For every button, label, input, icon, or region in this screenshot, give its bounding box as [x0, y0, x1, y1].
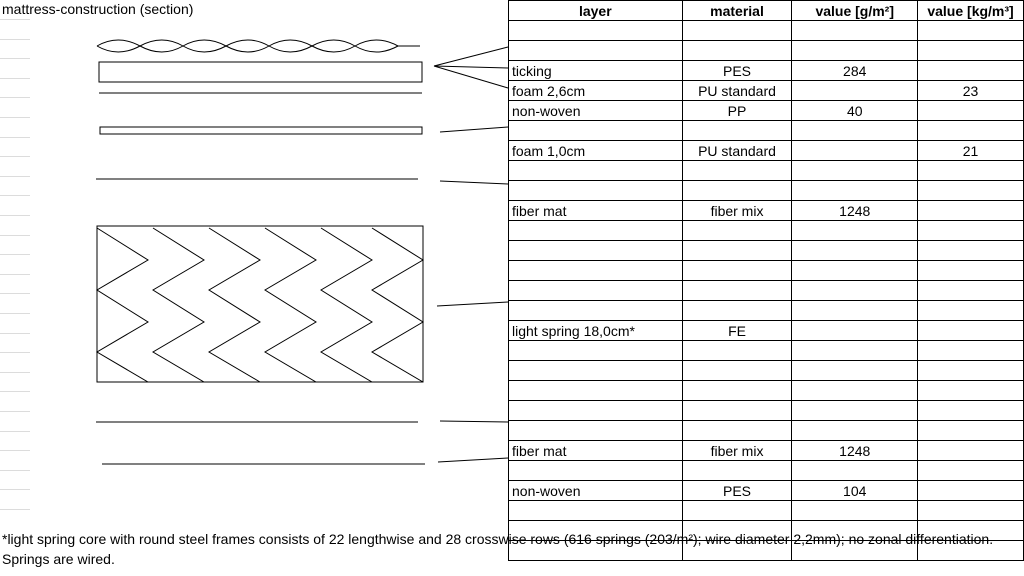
- cell-value-kgm3: [918, 161, 1024, 181]
- cell-value-gm2: 284: [792, 61, 918, 81]
- cell-material: FE: [682, 321, 792, 341]
- cell-layer: [509, 461, 683, 481]
- foam-10-layer: [100, 127, 422, 134]
- cell-value-gm2: [792, 121, 918, 141]
- cell-value-kgm3: [918, 61, 1024, 81]
- cell-value-gm2: [792, 501, 918, 521]
- leader-fiber-mat-top: [440, 181, 508, 184]
- table-row: [509, 481, 1024, 501]
- header-layer: layer: [509, 1, 683, 21]
- cell-value-gm2: [792, 261, 918, 281]
- table-row: [509, 421, 1024, 441]
- cell-value-kgm3: [918, 461, 1024, 481]
- cell-value-gm2: [792, 341, 918, 361]
- table-header-row: [509, 1, 1024, 21]
- leader-foam-10: [440, 127, 508, 132]
- layer-table: [508, 0, 1024, 561]
- cell-layer: non-woven: [509, 481, 683, 501]
- cell-value-kgm3: [918, 361, 1024, 381]
- table-row: [509, 181, 1024, 201]
- cell-value-kgm3: [918, 341, 1024, 361]
- cell-material: PU standard: [682, 141, 792, 161]
- cell-material: fiber mix: [682, 201, 792, 221]
- cell-layer: [509, 381, 683, 401]
- cell-value-kgm3: [918, 501, 1024, 521]
- cell-value-kgm3: [918, 381, 1024, 401]
- sheet-gridline: [0, 235, 30, 236]
- sheet-gridline: [0, 176, 30, 177]
- table-row: [509, 41, 1024, 61]
- cell-value-kgm3: [918, 441, 1024, 461]
- cell-layer: [509, 161, 683, 181]
- table-row: [509, 301, 1024, 321]
- sheet-gridline: [0, 333, 30, 334]
- cell-layer: [509, 121, 683, 141]
- leader-spring-core: [437, 302, 508, 306]
- cell-layer: foam 1,0cm: [509, 141, 683, 161]
- cell-layer: [509, 501, 683, 521]
- cell-material: [682, 501, 792, 521]
- cell-value-gm2: [792, 401, 918, 421]
- cell-layer: [509, 401, 683, 421]
- cell-value-gm2: 104: [792, 481, 918, 501]
- cell-value-gm2: [792, 461, 918, 481]
- cell-value-gm2: [792, 161, 918, 181]
- cell-value-kgm3: [918, 321, 1024, 341]
- sheet-gridline: [0, 450, 30, 451]
- sheet-gridline: [0, 274, 30, 275]
- sheet-gridline: [0, 293, 30, 294]
- cell-material: PP: [682, 101, 792, 121]
- sheet-gridline: [0, 195, 30, 196]
- cell-material: [682, 121, 792, 141]
- cell-layer: [509, 221, 683, 241]
- cell-material: [682, 161, 792, 181]
- table-row: [509, 221, 1024, 241]
- sheet-gridline: [0, 254, 30, 255]
- table-row: [509, 21, 1024, 41]
- table-row: [509, 501, 1024, 521]
- cell-material: PES: [682, 61, 792, 81]
- cell-value-kgm3: 21: [918, 141, 1024, 161]
- cell-layer: [509, 181, 683, 201]
- cell-layer: [509, 41, 683, 61]
- cell-value-kgm3: [918, 241, 1024, 261]
- leader-foam-26: [434, 66, 508, 68]
- table-row: [509, 441, 1024, 461]
- cell-material: PES: [682, 481, 792, 501]
- table-row: [509, 121, 1024, 141]
- cell-material: [682, 21, 792, 41]
- cell-material: [682, 241, 792, 261]
- leader-ticking: [434, 47, 508, 66]
- cell-material: [682, 301, 792, 321]
- cell-value-kgm3: [918, 21, 1024, 41]
- cell-value-gm2: [792, 421, 918, 441]
- cell-layer: [509, 301, 683, 321]
- sheet-gridline: [0, 431, 30, 432]
- sheet-gridline: [0, 313, 30, 314]
- cell-value-kgm3: [918, 221, 1024, 241]
- cell-value-gm2: [792, 241, 918, 261]
- cell-value-gm2: 1248: [792, 441, 918, 461]
- cell-value-gm2: [792, 141, 918, 161]
- cell-value-gm2: [792, 381, 918, 401]
- footnote: *light spring core with round steel frames consists of 22 lengthwise and 28 crosswise rows (616 springs (203/m²); wire diameter 2,2mm); no zonal differentiation. Springs are wired.: [2, 531, 994, 567]
- cell-value-kgm3: [918, 121, 1024, 141]
- sheet-gridline: [0, 489, 30, 490]
- cell-layer: [509, 341, 683, 361]
- foam-26-layer: [99, 62, 422, 82]
- table-row: [509, 461, 1024, 481]
- leader-non-woven-pp: [434, 66, 508, 88]
- spring-core-frame: [97, 226, 423, 382]
- cell-value-gm2: [792, 321, 918, 341]
- spring-zigzag: [97, 228, 423, 382]
- cell-value-kgm3: [918, 41, 1024, 61]
- table-row: [509, 401, 1024, 421]
- table-row: [509, 341, 1024, 361]
- table-row: [509, 201, 1024, 221]
- cell-layer: fiber mat: [509, 441, 683, 461]
- cell-value-gm2: [792, 361, 918, 381]
- sheet-gridline: [0, 137, 30, 138]
- cell-layer: foam 2,6cm: [509, 81, 683, 101]
- sheet-gridline: [0, 78, 30, 79]
- cell-layer: fiber mat: [509, 201, 683, 221]
- table-row: [509, 241, 1024, 261]
- sheet-gridline: [0, 411, 30, 412]
- cell-layer: ticking: [509, 61, 683, 81]
- cell-value-kgm3: [918, 261, 1024, 281]
- cell-value-kgm3: [918, 101, 1024, 121]
- cell-material: [682, 281, 792, 301]
- table-row: [509, 161, 1024, 181]
- table-row: [509, 361, 1024, 381]
- cell-material: [682, 461, 792, 481]
- sheet-gridline: [0, 352, 30, 353]
- page-title: mattress-construction (section): [2, 1, 194, 17]
- cell-material: [682, 341, 792, 361]
- cell-layer: non-woven: [509, 101, 683, 121]
- sheet-gridline: [0, 372, 30, 373]
- leader-fiber-mat-bottom: [440, 421, 508, 422]
- cell-value-kgm3: [918, 421, 1024, 441]
- cell-value-gm2: [792, 181, 918, 201]
- leader-non-woven-pes: [438, 458, 508, 462]
- cell-layer: [509, 421, 683, 441]
- ticking-wave: [97, 40, 420, 52]
- cell-value-gm2: 40: [792, 101, 918, 121]
- cell-value-kgm3: 23: [918, 81, 1024, 101]
- cell-layer: [509, 281, 683, 301]
- cell-layer: [509, 261, 683, 281]
- header-value-kgm3: value [kg/m³]: [918, 1, 1024, 21]
- table-row: [509, 381, 1024, 401]
- cell-value-gm2: [792, 301, 918, 321]
- sheet-gridline: [0, 470, 30, 471]
- sheet-gridline: [0, 97, 30, 98]
- cell-layer: [509, 21, 683, 41]
- table-row: [509, 261, 1024, 281]
- sheet-gridline: [0, 215, 30, 216]
- cell-material: [682, 181, 792, 201]
- sheet-gridline: [0, 509, 30, 510]
- cell-material: [682, 401, 792, 421]
- sheet-gridline: [0, 39, 30, 40]
- mattress-section-drawing: [0, 0, 510, 530]
- table-row: [509, 281, 1024, 301]
- table-row: [509, 321, 1024, 341]
- header-material: material: [682, 1, 792, 21]
- sheet-gridline: [0, 117, 30, 118]
- header-value-gm2: value [g/m²]: [792, 1, 918, 21]
- cell-value-kgm3: [918, 401, 1024, 421]
- cell-value-kgm3: [918, 281, 1024, 301]
- cell-material: [682, 421, 792, 441]
- cell-value-gm2: [792, 221, 918, 241]
- cell-value-gm2: [792, 81, 918, 101]
- cell-material: [682, 221, 792, 241]
- cell-value-gm2: [792, 21, 918, 41]
- sheet-gridline: [0, 19, 30, 20]
- table-row: [509, 101, 1024, 121]
- cell-material: fiber mix: [682, 441, 792, 461]
- table-row: [509, 61, 1024, 81]
- sheet-gridline: [0, 391, 30, 392]
- cell-value-kgm3: [918, 201, 1024, 221]
- cell-value-kgm3: [918, 301, 1024, 321]
- cell-layer: light spring 18,0cm*: [509, 321, 683, 341]
- cell-value-kgm3: [918, 481, 1024, 501]
- cell-material: [682, 381, 792, 401]
- table-row: [509, 141, 1024, 161]
- cell-value-gm2: 1248: [792, 201, 918, 221]
- table-row: [509, 81, 1024, 101]
- cell-value-gm2: [792, 41, 918, 61]
- cell-value-gm2: [792, 281, 918, 301]
- cell-material: PU standard: [682, 81, 792, 101]
- cell-layer: [509, 241, 683, 261]
- cell-material: [682, 361, 792, 381]
- cell-material: [682, 41, 792, 61]
- cell-layer: [509, 361, 683, 381]
- cell-material: [682, 261, 792, 281]
- sheet-gridline: [0, 156, 30, 157]
- sheet-gridline: [0, 58, 30, 59]
- cell-value-kgm3: [918, 181, 1024, 201]
